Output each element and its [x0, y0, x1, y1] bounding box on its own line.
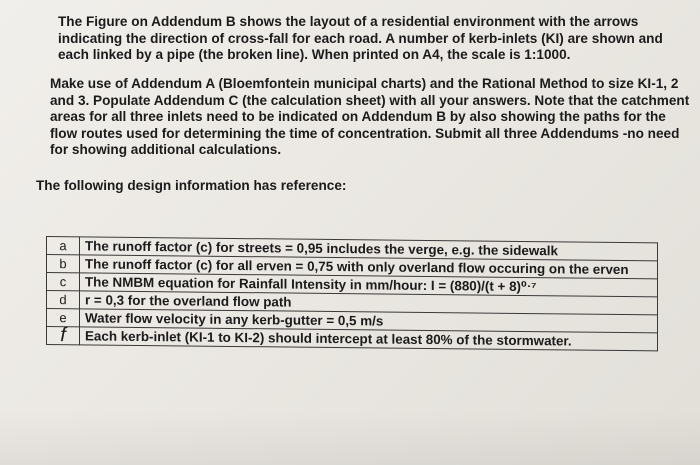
p2-text-4: by also showing the paths for the flow routes used for determining the time of concentration. Submit all three Addendums -no need for showing additional calculations. — [50, 109, 680, 157]
p1-text-2: shows the layout of a residential environment with the arrows indicating the direction of cross-fall for each road. A number of kerb-inlets (KI) are shown and each linked by a pipe (the broken line). When printed on A4, the scale is 1:1000. — [58, 14, 663, 62]
instructions-paragraph — [50, 76, 690, 159]
row-text: The NMBM equation for Rainfall Intensity in mm/hour: I = (880)/(t + 8)⁰ᐧ⁷ — [80, 273, 658, 297]
row-text: Water flow velocity in any kerb-gutter = 0,5 m/s — [80, 309, 658, 333]
row-key: f — [47, 327, 80, 345]
p2-text-1: Make use of — [50, 76, 132, 91]
row-key: e — [47, 309, 80, 327]
p2-emphasis-addendum-b: Addendum B — [361, 109, 447, 124]
p2-emphasis-addendum-c: Addendum C — [153, 92, 239, 108]
row-key: a — [47, 237, 80, 255]
paper-shadow — [0, 410, 700, 465]
p2-text-2: (Bloemfontein municipal charts) and the Rational Method to size KI-1, 2 and 3. Populate — [50, 76, 679, 108]
intro-paragraph — [58, 14, 692, 64]
design-info-table — [46, 236, 658, 351]
row-text: The runoff factor (c) for streets = 0,95 includes the verge, e.g. the sidewalk — [80, 237, 658, 261]
row-text: Each kerb-inlet (KI-1 to KI-2) should intercept at least 80% of the stormwater. — [80, 327, 658, 351]
row-key: d — [47, 291, 80, 309]
row-text: r = 0,3 for the overland flow path — [80, 291, 658, 315]
p2-text-3: (the calculation sheet) with all your answers. Note that the catchment areas for all three inlets need to be indicated on — [50, 92, 690, 124]
row-key: c — [47, 273, 80, 291]
p1-text-1: The — [58, 14, 86, 29]
p1-emphasis-figure: Figure on Addendum B — [85, 14, 236, 29]
design-info-heading: The following design information has reference: — [36, 178, 347, 193]
p2-emphasis-addendum-a: Addendum A — [131, 76, 215, 91]
row-text: The runoff factor (c) for all erven = 0,75 with only overland flow occuring on the erven — [80, 255, 658, 279]
row-key: b — [47, 255, 80, 273]
